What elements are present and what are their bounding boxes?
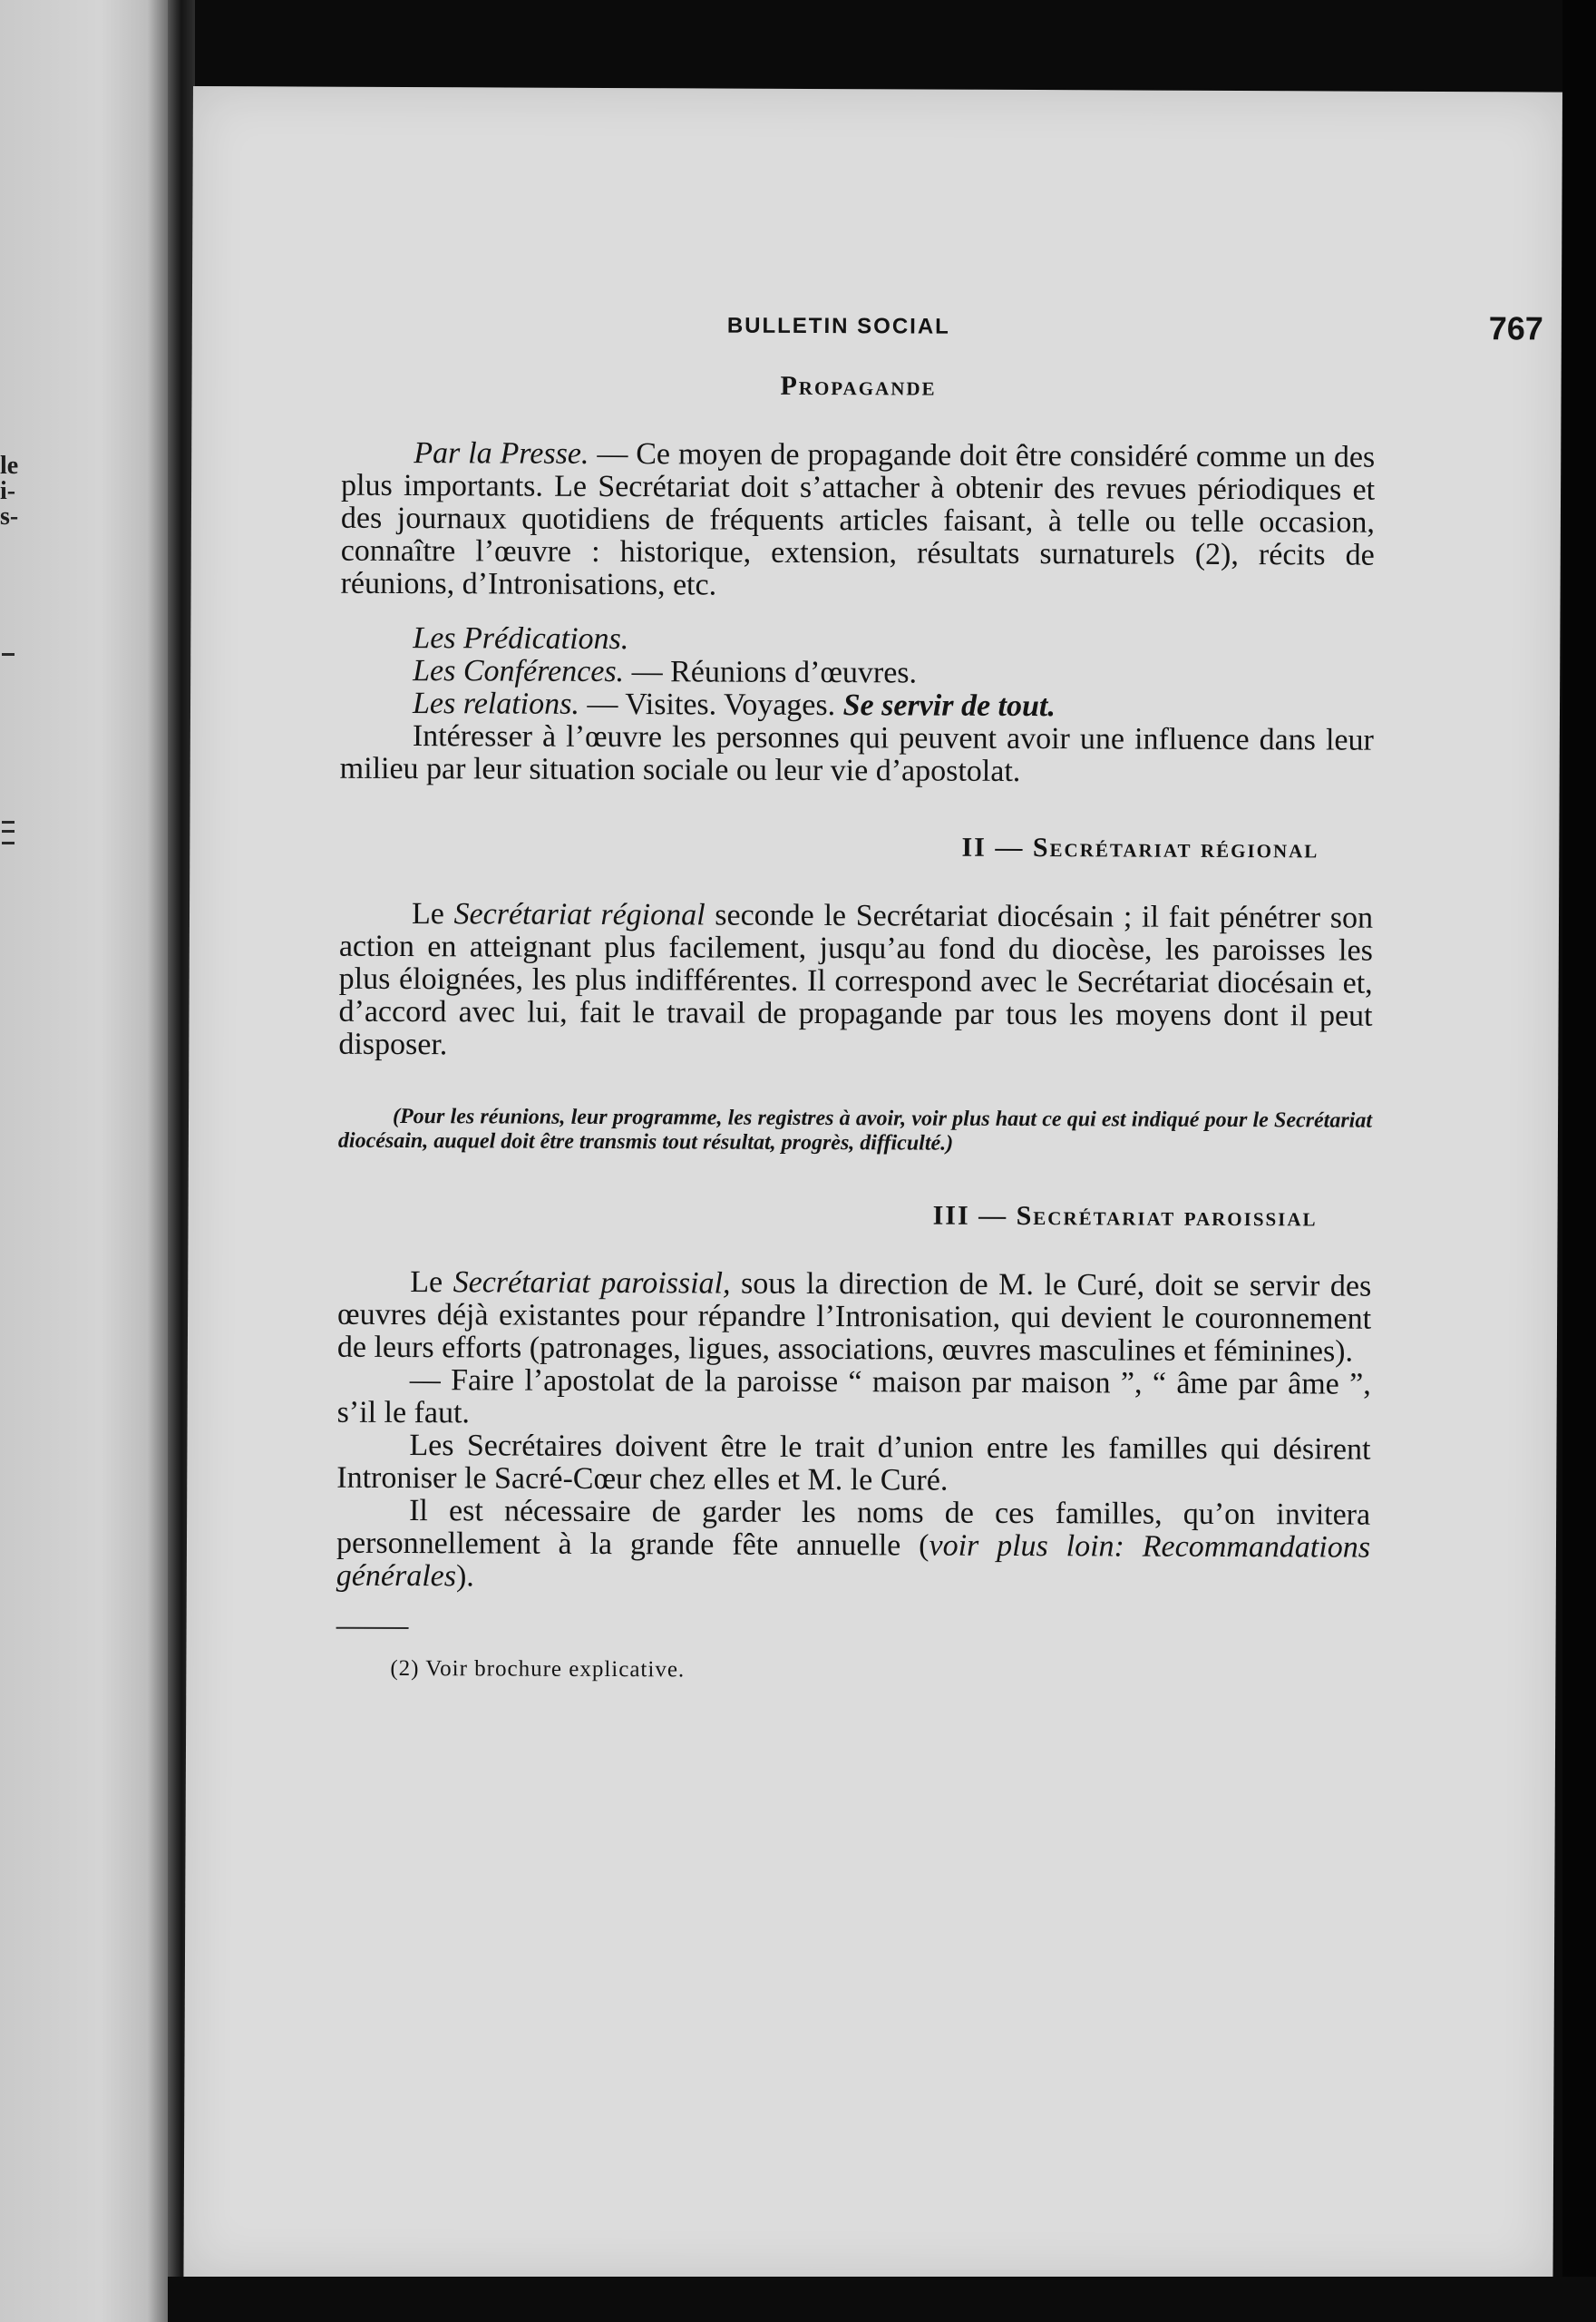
page-number: 767: [1488, 309, 1543, 347]
paroissial-4-after: ).: [455, 1559, 474, 1594]
predications-label: Les Prédications.: [413, 621, 629, 657]
paroissial-italic: Secrétariat paroissial,: [453, 1265, 731, 1301]
left-fragment: le: [0, 452, 19, 480]
book-page: [183, 86, 1562, 2283]
regional-after: seconde le Secrétariat diocésain ; il fait pénétrer son action en atteignant plus facilement, jusqu’au fond du diocèse, les paroisses les plus éloignées, les plus indifférentes. Il correspond avec le Secrétariat diocésain et, d’accord avec lui, fait le travail de propagande par tous les moyens dont il peut disposer.: [338, 898, 1374, 1062]
paroissial-before: Le: [410, 1265, 453, 1300]
page-header: [727, 307, 1543, 356]
presse-text: — Ce moyen de propagande doit être considéré comme un des plus importants. Le Secrétariat doit s’attacher à obtenir des revues périodiques et des journaux quotidiens de fréquents articles faisant, à telle ou telle occasion, connaître l’œuvre : historique, extension, résultats surnaturels (2), récits de réunions, d’Intronisations, etc.: [340, 436, 1376, 602]
right-background: [1562, 0, 1596, 2322]
left-fragment: s-: [0, 502, 19, 531]
section-title-propagande: Propagande: [780, 370, 937, 402]
left-fragment: i-: [0, 477, 16, 505]
relations-lead: Les relations.: [412, 687, 579, 721]
section-title-regional: II — Secrétariat régional: [961, 832, 1319, 864]
left-page-fragments: [0, 454, 36, 530]
conferences-lead: Les Conférences.: [413, 654, 625, 689]
relations-tail: Se servir de tout.: [842, 688, 1056, 724]
paragraph-paroissial-2: — Faire l’apostolat de la paroisse “ maison par maison ”, “ âme par âme ”, s’il le faut.: [336, 1363, 1371, 1430]
paragraph-paroissial-1: [337, 1266, 1371, 1369]
regional-note: (Pour les réunions, leur programme, les registres à avoir, voir plus haut ce qui est indiqué pour le Secrétariat diocésain, auquel doit être transmis tout résultat, progrès, difficulté.): [337, 1104, 1373, 1156]
left-page-edge: [0, 0, 168, 2322]
paragraph-presse: [341, 437, 1376, 605]
left-page-mark: [2, 830, 15, 833]
left-page-mark: [2, 821, 15, 824]
footnote-rule: [336, 1627, 409, 1629]
conferences-text: — Réunions d’œuvres.: [624, 655, 918, 690]
left-page-mark: [2, 653, 15, 656]
paragraph-paroissial-3: Les Secrétaires doivent être le trait d’union entre les familles qui désirent Introniser le Sacré-Cœur chez elles et M. le Curé.: [336, 1429, 1371, 1498]
paragraph-interesser: Intéresser à l’œuvre les personnes qui peuvent avoir une influence dans leur milieu par leur situation sociale ou leur vie d’apostolat.: [339, 719, 1374, 788]
paragraph-paroissial-4: [336, 1495, 1370, 1597]
paroissial-4-before: Il est nécessaire de garder les noms de ces familles, qu’on invitera personnellement à la grande fête annuelle (: [336, 1494, 1371, 1563]
paroissial-after: sous la direction de M. le Curé, doit se servir des œuvres déjà existantes pour répandre l’Intronisation, qui devient le couronnement de leurs efforts (patronages, ligues, associations, œuvres masculines et féminines).: [336, 1266, 1372, 1369]
left-page-mark: [2, 842, 15, 844]
page-body: [336, 368, 1375, 1686]
paragraph-regional: [338, 898, 1373, 1066]
bottom-background: [168, 2277, 1596, 2322]
footnote: (2) Voir brochure explicative.: [390, 1655, 686, 1683]
section-title-paroissial: III — Secrétariat paroissial: [932, 1200, 1318, 1233]
paroissial-4-italic: voir plus loin: Recommandations générales: [336, 1528, 1371, 1594]
relations-text: — Visites. Voyages.: [579, 687, 843, 723]
regional-before: Le: [411, 897, 454, 932]
running-title: BULLETIN SOCIAL: [726, 313, 950, 339]
presse-lead: Par la Presse.: [414, 436, 589, 471]
regional-italic: Secrétariat régional: [453, 897, 706, 932]
